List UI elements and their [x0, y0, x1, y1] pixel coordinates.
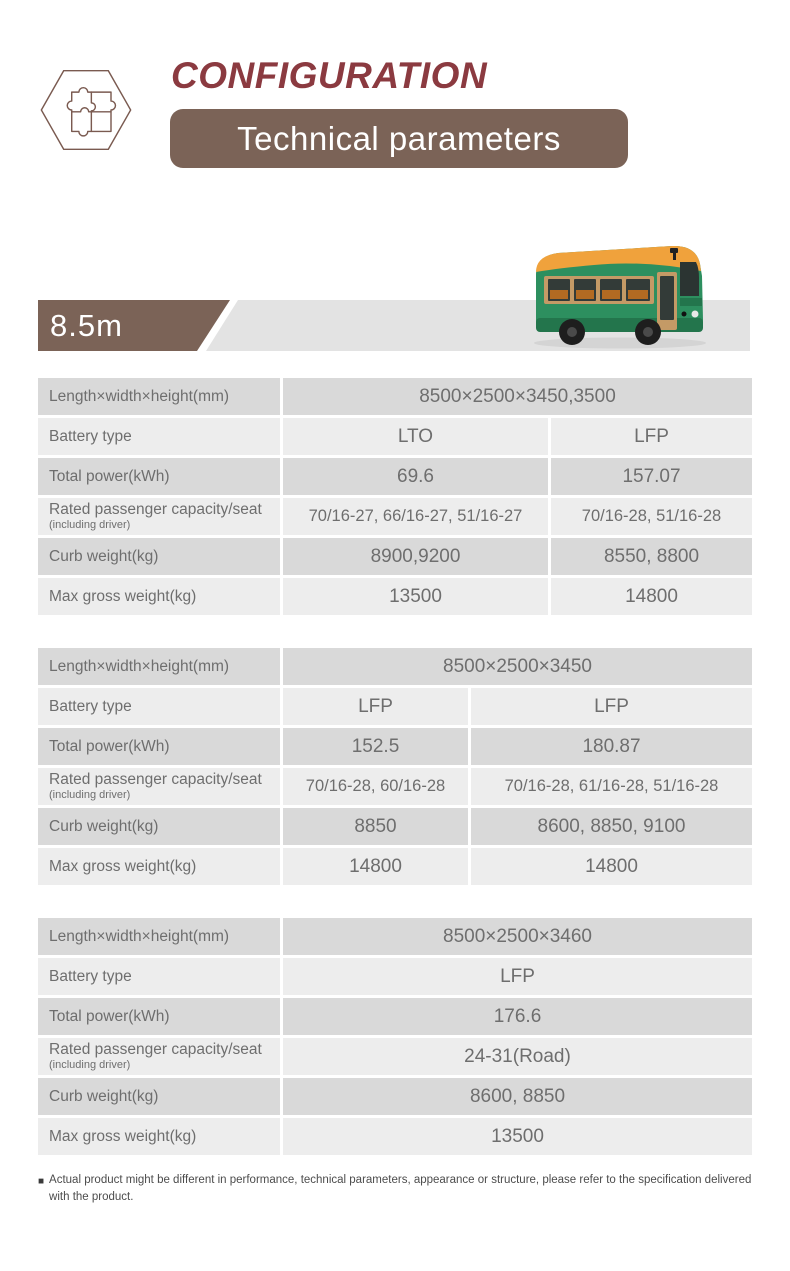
spec-sublabel: (including driver) — [49, 1059, 131, 1072]
spec-label: Total power(kWh) — [38, 458, 280, 495]
spec-label: Battery type — [38, 418, 280, 455]
spec-value: 14800 — [471, 848, 752, 885]
spec-value: 8550, 8800 — [551, 538, 752, 575]
spec-value: 70/16-28, 60/16-28 — [283, 768, 468, 805]
spec-label: Length×width×height(mm) — [38, 648, 280, 685]
spec-value: 8500×2500×3460 — [283, 918, 752, 955]
table-row — [38, 1118, 752, 1155]
spec-label: Total power(kWh) — [38, 728, 280, 765]
spec-label: Curb weight(kg) — [38, 1078, 280, 1115]
table-row — [38, 538, 752, 575]
spec-value: 8600, 8850, 9100 — [471, 808, 752, 845]
bus-image — [524, 238, 714, 350]
spec-value: 152.5 — [283, 728, 468, 765]
spec-value: LFP — [471, 688, 752, 725]
spec-label: Max gross weight(kg) — [38, 578, 280, 615]
table-row — [38, 1038, 752, 1075]
spec-value: 13500 — [283, 578, 548, 615]
page-title: CONFIGURATION — [171, 55, 488, 96]
table-row — [38, 378, 752, 415]
table-row — [38, 648, 752, 685]
spec-label: Max gross weight(kg) — [38, 1118, 280, 1155]
table-row — [38, 688, 752, 725]
spec-label: Battery type — [38, 688, 280, 725]
model-length-label: 8.5m — [50, 308, 123, 343]
spec-label: Length×width×height(mm) — [38, 378, 280, 415]
spec-label: Max gross weight(kg) — [38, 848, 280, 885]
table-row — [38, 958, 752, 995]
spec-value: 14800 — [283, 848, 468, 885]
footnote — [38, 1172, 754, 1207]
spec-table-2 — [38, 648, 752, 888]
spec-label: Curb weight(kg) — [38, 808, 280, 845]
section-title-pill — [170, 109, 628, 168]
spec-value: 70/16-27, 66/16-27, 51/16-27 — [283, 498, 548, 535]
footnote-text: Actual product might be different in performance, technical parameters, appearance or structure, please refer to the specification delivered with the product. — [49, 1174, 752, 1204]
table-row — [38, 808, 752, 845]
footnote-bullet: ■ — [38, 1176, 45, 1187]
spec-value: LFP — [283, 958, 752, 995]
spec-value: 70/16-28, 61/16-28, 51/16-28 — [471, 768, 752, 805]
spec-label: Battery type — [38, 958, 280, 995]
spec-value: 69.6 — [283, 458, 548, 495]
table-row — [38, 998, 752, 1035]
spec-label: Curb weight(kg) — [38, 538, 280, 575]
table-row — [38, 768, 752, 805]
spec-label: Rated passenger capacity/seat (including driver) — [38, 1038, 280, 1075]
spec-value: LTO — [283, 418, 548, 455]
spec-value: 8500×2500×3450,3500 — [283, 378, 752, 415]
table-row — [38, 728, 752, 765]
spec-sublabel: (including driver) — [49, 789, 131, 802]
spec-value: LFP — [551, 418, 752, 455]
spec-label: Rated passenger capacity/seat (including driver) — [38, 498, 280, 535]
table-row — [38, 498, 752, 535]
spec-value: 176.6 — [283, 998, 752, 1035]
table-row — [38, 848, 752, 885]
spec-value: 157.07 — [551, 458, 752, 495]
section-title: Technical parameters — [237, 119, 561, 157]
spec-value: 8500×2500×3450 — [283, 648, 752, 685]
table-row — [38, 918, 752, 955]
spec-value: 8600, 8850 — [283, 1078, 752, 1115]
spec-value: 180.87 — [471, 728, 752, 765]
spec-value: 14800 — [551, 578, 752, 615]
spec-value: 70/16-28, 51/16-28 — [551, 498, 752, 535]
spec-label: Total power(kWh) — [38, 998, 280, 1035]
spec-table-3 — [38, 918, 752, 1158]
table-row — [38, 578, 752, 615]
table-row — [38, 1078, 752, 1115]
spec-value: 8850 — [283, 808, 468, 845]
spec-value: 24-31(Road) — [283, 1038, 752, 1075]
spec-table-1 — [38, 378, 752, 618]
spec-label: Length×width×height(mm) — [38, 918, 280, 955]
spec-value: 8900,9200 — [283, 538, 548, 575]
puzzle-hexagon-icon — [36, 60, 136, 160]
table-row — [38, 458, 752, 495]
spec-label: Rated passenger capacity/seat (including driver) — [38, 768, 280, 805]
table-row — [38, 418, 752, 455]
spec-value: LFP — [283, 688, 468, 725]
spec-value: 13500 — [283, 1118, 752, 1155]
spec-sublabel: (including driver) — [49, 519, 131, 532]
